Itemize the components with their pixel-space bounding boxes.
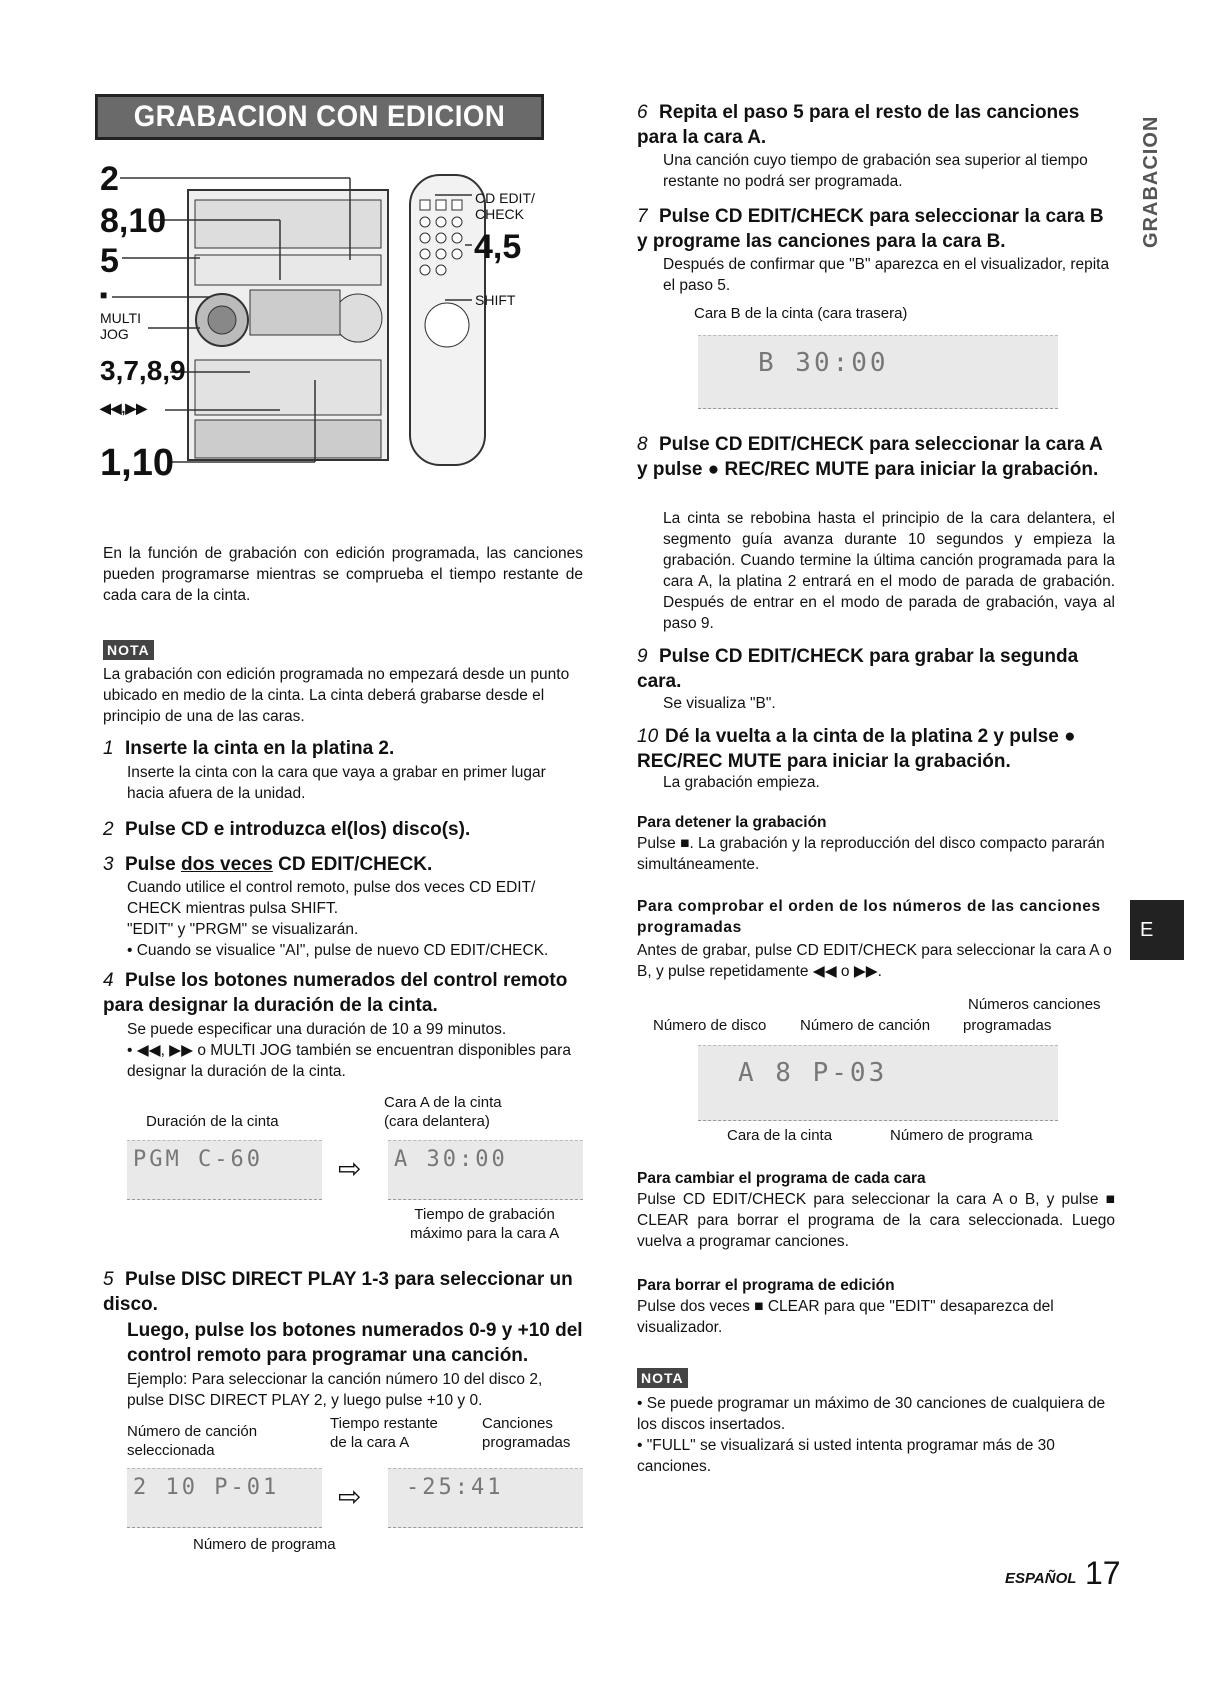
callout-shift: SHIFT (475, 292, 516, 308)
callout-multi: MULTI (100, 310, 141, 326)
callout-8-10: 8,10 (100, 202, 167, 240)
callout-1-10: 1,10 (100, 442, 174, 484)
lcd-display-program: 2 10 P-01 (127, 1468, 322, 1528)
cap-side-a: Cara A de la cinta (cara delantera) (384, 1094, 502, 1130)
step-1-body: Inserte la cinta con la cara que vaya a grabar en primer lugar hacia afuera de la unidad. (127, 764, 546, 802)
step-10: 10 Dé la vuelta a la cinta de la platina 2 y pulse ● REC/REC MUTE para iniciar la grabación. (637, 726, 1076, 772)
step-9-body: Se visualiza "B". (663, 695, 776, 712)
lcd-display-order: A 8 P-03 (698, 1045, 1058, 1121)
erase-body: Pulse dos veces ■ CLEAR para que "EDIT" desaparezca del visualizador. (637, 1298, 1054, 1336)
cap-programmed: Canciones programadas (482, 1415, 571, 1451)
callout-rew-ff: ◀◀,▶▶ (100, 400, 147, 416)
step-10-body: La grabación empieza. (663, 774, 820, 791)
callout-cd-edit: CD EDIT/ (475, 190, 535, 206)
check-body: Antes de grabar, pulse CD EDIT/CHECK para seleccionar la cara A o B, y pulse repetidamente ◀◀ o ▶▶. (637, 942, 1112, 980)
step-9: 9 Pulse CD EDIT/CHECK para grabar la segunda cara. (637, 646, 1079, 692)
cap-programmed-right: programadas (963, 1017, 1052, 1034)
cap-song-number: Número de canción (800, 1017, 931, 1034)
step-1: 1 Inserte la cinta en la platina 2. (103, 738, 395, 759)
lcd-display-remaining: -25:41 (388, 1468, 583, 1528)
step-5: 5 Pulse DISC DIRECT PLAY 1-3 para seleccionar un disco. (103, 1269, 573, 1315)
language-tab: E (1130, 900, 1184, 960)
callout-3-7-8-9: 3,7,8,9 (100, 355, 186, 386)
footer-language: ESPAÑOL (1005, 1570, 1077, 1587)
arrow-icon: ⇨ (338, 1481, 362, 1512)
stop-body: Pulse ■. La grabación y la reproducción del disco compacto pararán simultáneamente. (637, 835, 1105, 873)
callout-check: CHECK (475, 206, 525, 222)
step-6-body: Una canción cuyo tiempo de grabación sea superior al tiempo restante no podrá ser programada. (663, 152, 1088, 190)
step-3-body: Cuando utilice el control remoto, pulse dos veces CD EDIT/ CHECK mientras pulsa SHIFT. "EDIT" y "PRGM" se visualizarán. • Cuando se visualice "AI", pulse de nuevo CD EDIT/CHECK. (127, 879, 549, 959)
step-6: 6 Repita el paso 5 para el resto de las canciones para la cara A. (637, 102, 1080, 148)
cap-max-time: Tiempo de grabación máximo para la cara A (410, 1206, 560, 1242)
cap-side-b: Cara B de la cinta (cara trasera) (694, 305, 908, 322)
change-title: Para cambiar el programa de cada cara (637, 1170, 926, 1187)
cap-song-numbers: Números canciones (968, 996, 1101, 1013)
cap-tape-side: Cara de la cinta (727, 1127, 833, 1144)
nota-badge: NOTA (103, 640, 154, 660)
nota-right-text: • Se puede programar un máximo de 30 canciones de cualquiera de los discos insertados. • "FULL" se visualizará si usted intenta programar más de 30 canciones. (637, 1395, 1106, 1475)
callout-5: 5 (100, 242, 119, 280)
step-7-body: Después de confirmar que "B" aparezca en el visualizador, repita el paso 5. (663, 256, 1110, 294)
step-8: 8 Pulse CD EDIT/CHECK para seleccionar la cara A y pulse ● REC/REC MUTE para iniciar la grabación. (637, 434, 1103, 480)
cap-disc-number: Número de disco (653, 1017, 767, 1034)
step-4-body: Se puede especificar una duración de 10 a 99 minutos. • ◀◀, ▶▶ o MULTI JOG también se encuentran disponibles para designar la duración de la cinta. (127, 1021, 571, 1080)
lcd-display-duration: PGM C-60 (127, 1140, 322, 1200)
lcd-display-side-a: A 30:00 (388, 1140, 583, 1200)
section-side-tab: GRABACION (1140, 115, 1162, 248)
device-diagram (100, 160, 590, 530)
step-4: 4 Pulse los botones numerados del control remoto para designar la duración de la cinta. (103, 970, 568, 1016)
cap-program-number-right: Número de programa (890, 1127, 1033, 1144)
change-body: Pulse CD EDIT/CHECK para seleccionar la cara A o B, y pulse ■ CLEAR para borrar el programa de la cara seleccionada. Luego vuelva a programar canciones. (637, 1191, 1115, 1250)
step-7: 7 Pulse CD EDIT/CHECK para seleccionar la cara B y programe las canciones para la cara B. (637, 206, 1104, 252)
step-8-body: La cinta se rebobina hasta el principio de la cara delantera, el segmento guía avanza durante 10 segundos y empieza la grabación. Cuando termine la última canción programada para la cara A, la platina 2 entrará en el modo de parada de grabación. Después de entrar en el modo de parada de grabación, vaya al paso 9. (663, 510, 1115, 632)
callout-jog: JOG (100, 326, 129, 342)
cap-program-number: Número de programa (193, 1536, 336, 1553)
callout-stop: ■ (100, 288, 108, 302)
step-5-body: Ejemplo: Para seleccionar la canción número 10 del disco 2, pulse DISC DIRECT PLAY 2, y luego pulse +10 y 0. (127, 1371, 543, 1409)
callout-2: 2 (100, 160, 119, 198)
cap-duration: Duración de la cinta (146, 1113, 279, 1130)
check-title: Para comprobar el orden de los números de las canciones programadas (637, 898, 1101, 936)
cap-song-selected: Número de canción seleccionada (127, 1423, 258, 1459)
step-5-title-2: Luego, pulse los botones numerados 0-9 y +10 del control remoto para programar una canción. (127, 1320, 583, 1366)
intro-text: En la función de grabación con edición programada, las canciones pueden programarse mientras se comprueba el tiempo restante de cada cara de la cinta. (103, 545, 583, 604)
cap-remaining: Tiempo restante de la cara A (330, 1415, 438, 1451)
nota-badge-right: NOTA (637, 1368, 688, 1388)
step-3: 3 Pulse dos veces CD EDIT/CHECK. (103, 854, 433, 875)
page-title: GRABACION CON EDICION PROGRAMADA (95, 94, 544, 140)
callout-4-5: 4,5 (474, 228, 522, 266)
erase-title: Para borrar el programa de edición (637, 1277, 895, 1294)
lcd-display-side-b: B 30:00 (698, 335, 1058, 409)
page-number: 17 (1085, 1555, 1121, 1591)
arrow-icon: ⇨ (338, 1153, 362, 1184)
stop-title: Para detener la grabación (637, 814, 827, 831)
nota-text: La grabación con edición programada no empezará desde un punto ubicado en medio de la cinta. La cinta deberá grabarse desde el principio de una de las caras. (103, 666, 570, 725)
step-2: 2 Pulse CD e introduzca el(los) disco(s). (103, 819, 471, 840)
